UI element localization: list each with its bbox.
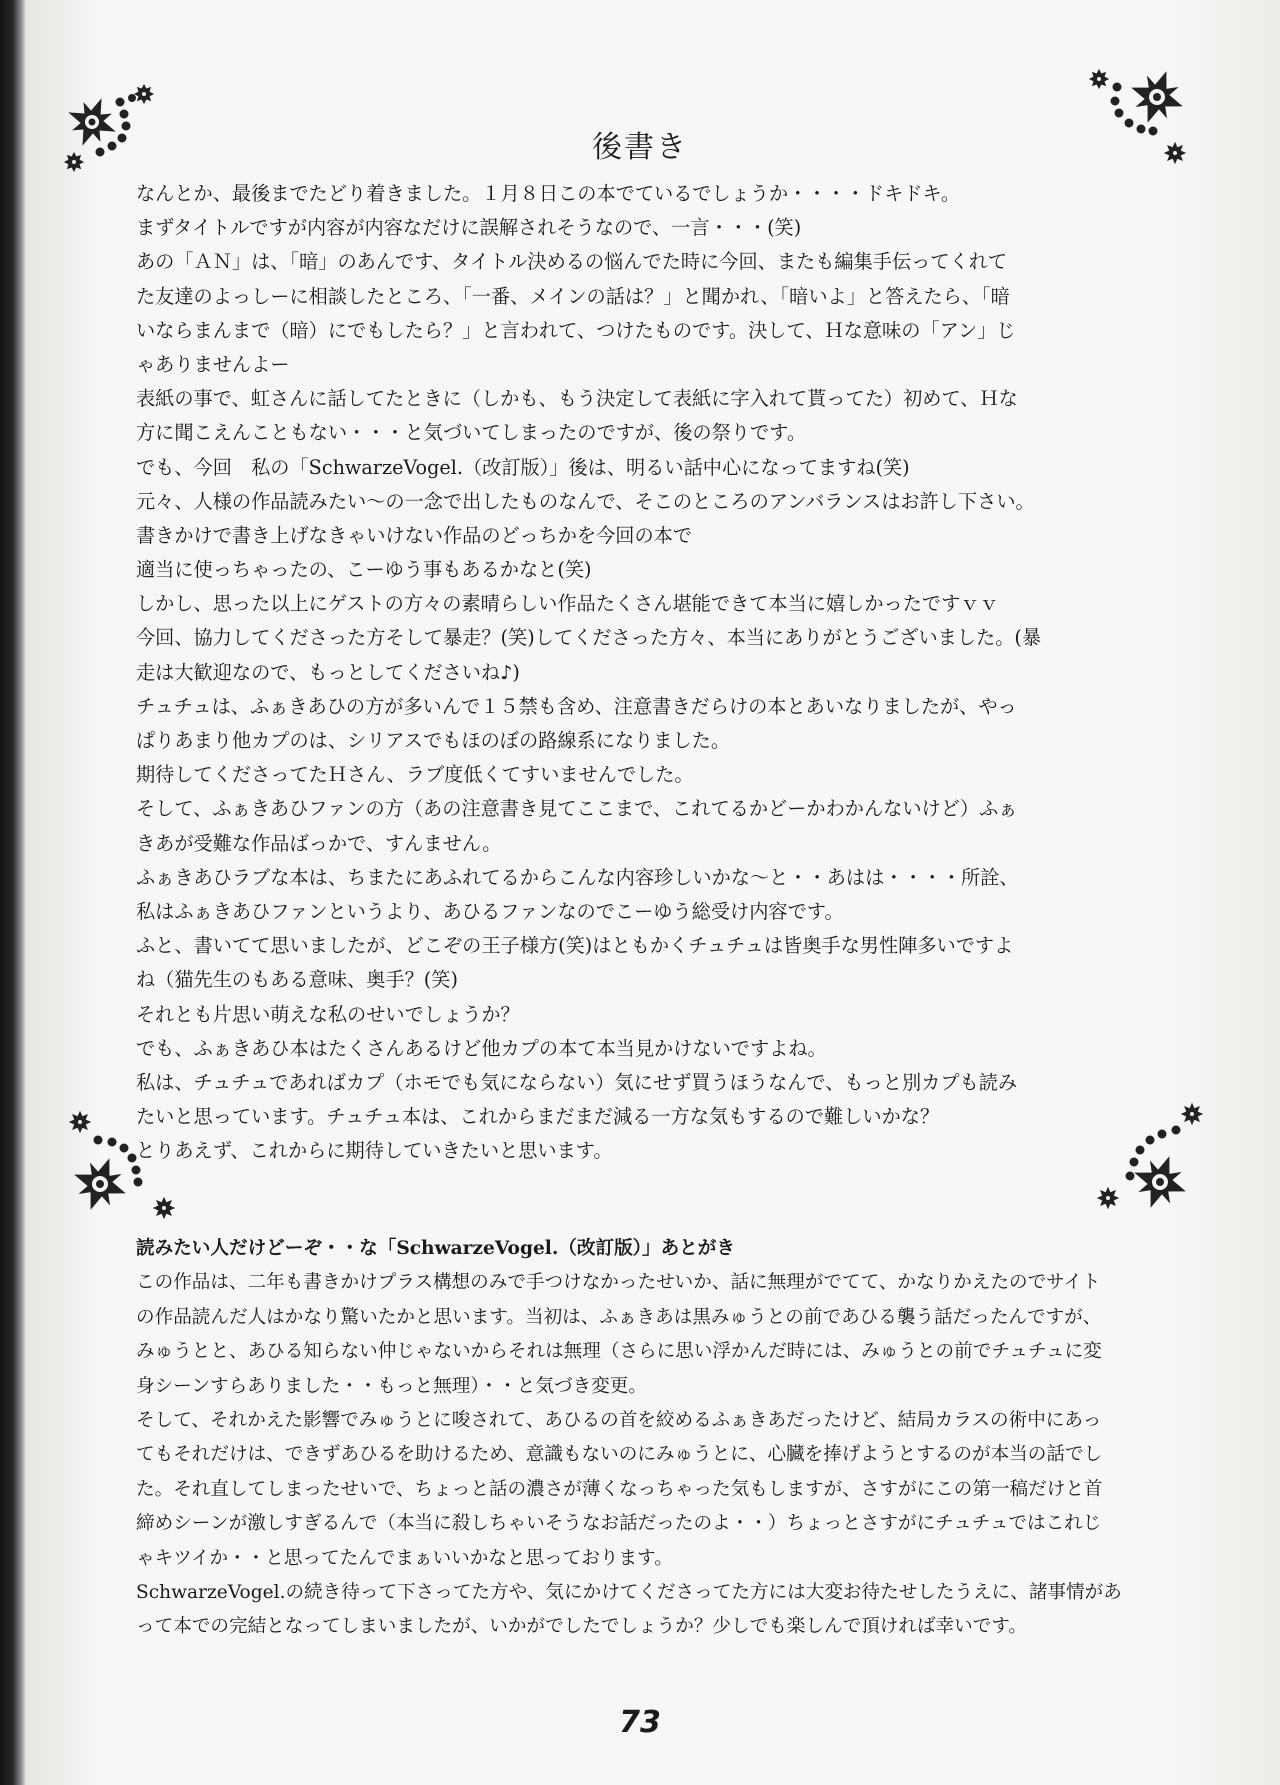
text-line: チュチュは、ふぁきあひの方が多いんで１５禁も含め、注意書きだらけの本とあいなりましたが、やっ — [136, 694, 1017, 718]
section-heading: 読みたい人だけどーぞ・・な「SchwarzeVogel.（改訂版）」あとがき — [136, 1238, 735, 1259]
text-line: 締めシーンが激しすぎるんで（本当に殺しちゃいそうなお話だったのよ・・）ちょっとさすがにチュチュではこれじ — [136, 1513, 1102, 1535]
text-line: 書きかけで書き上げなきゃいけない作品のどっちかを今回の本で — [136, 523, 693, 547]
afterword-schwarzevogel-text — [136, 1232, 1176, 1645]
text-line: ふぁきあひラブな本は、ちまたにあふれてるからこんな内容珍しいかな～と・・あはは・・・・所詮、 — [136, 865, 1019, 889]
text-line: 身シーンすらありました・・もっと無理）・・と気づき変更。 — [136, 1375, 647, 1397]
text-line: あの「ＡＮ」は、「暗」のあんです、タイトル決めるの悩んでた時に今回、またも編集手伝ってくれて — [136, 250, 1008, 274]
text-line: ね（猫先生のもある意味、奥手？(笑) — [136, 968, 458, 992]
text-line: なんとか、最後までたどり着きました。１月８日この本でているでしょうか・・・・ドキドキ。 — [136, 182, 961, 205]
text-line: ぱりあまり他カプのは、シリアスでもほのぼの路線系になりました。 — [136, 729, 731, 752]
text-line: そして、ふぁきあひファンの方（あの注意書き見てここまで、これてるかどーかわかんないけど）ふぁ — [136, 797, 1018, 821]
binding-gutter — [0, 0, 26, 1785]
text-line: てもそれだけは、できずあひるを助けるため、意識もないのにみゅうとに、心臓を捧げようとするのが本当の話でし — [136, 1444, 1103, 1466]
text-line: 表紙の事で、虹さんに話してたときに（しかも、もう決定して表紙に字入れて貰ってた）初めて、Ｈな — [136, 387, 1018, 411]
page-number: 73 — [619, 1705, 661, 1740]
text-line: この作品は、二年も書きかけプラス構想のみで手つけなかったせいか、話に無理がでてて、かなりかえたのでサイト — [136, 1272, 1101, 1294]
text-line: いならまんまで（暗）にでもしたら？」と言われて、つけたものです。決して、Ｈな意味の「アン」じ — [136, 318, 1016, 342]
text-line: って本での完結となってしまいましたが、いかがでしたでしょうか？少しでも楽しんで頂ければ幸いです。 — [136, 1616, 1028, 1638]
text-line: まずタイトルですが内容が内容なだけに誤解されそうなので、一言・・・(笑) — [136, 216, 802, 240]
text-line: みゅうとと、あひる知らない仲じゃないからそれは無理（さらに思い浮かんだ時には、みゅうとの前でチュチュに変 — [136, 1341, 1102, 1363]
text-line: とりあえず、これからに期待していきたいと思います。 — [136, 1139, 613, 1163]
page-title: 後書き — [592, 130, 688, 165]
text-line: 期待してくださってたＨさん、ラブ度低くてすいませんでした。 — [136, 763, 694, 787]
text-line: ふと、書いてて思いましたが、どこぞの王子様方(笑)はともかくチュチュは皆奥手な男性陣多いですよ — [136, 934, 1014, 958]
afterword-main-text — [136, 177, 1176, 1168]
text-line: ゃありませんよー — [136, 352, 290, 376]
text-line: た。それ直してしまったせいで、ちょっと話の濃さが薄くなっちゃった気もしますが、さすがにこの第一稿だけと首 — [136, 1478, 1103, 1500]
text-line: それとも片思い萌えな私のせいでしょうか？ — [136, 1002, 520, 1026]
text-line: 走は大歓迎なので、もっとしてくださいね♪) — [136, 660, 520, 684]
text-line: ゃキツイか・・と思ってたんでまぁいいかなと思っております。 — [136, 1547, 673, 1569]
text-line: 元々、人様の作品読みたい～の一念で出したものなんで、そこのところのアンバランスはお許し下さい。 — [136, 489, 1035, 513]
text-line: 今回、協力してくださった方そして暴走？(笑)してくださった方々、本当にありがとうございました。(暴 — [136, 626, 1042, 650]
text-line: しかし、思った以上にゲストの方々の素晴らしい作品たくさん堪能できて本当に嬉しかったですｖｖ — [136, 592, 999, 616]
text-line: 方に聞こえんこともない・・・と気づいてしまったのですが、後の祭りです。 — [136, 421, 807, 445]
text-line: でも、ふぁきあひ本はたくさんあるけど他カプの本て本当見かけないですよね。 — [136, 1036, 827, 1060]
text-line: 私は、チュチュであればカプ（ホモでも気にならない）気にせず買うほうなんで、もっと別カプも読み — [136, 1070, 1018, 1094]
text-line: SchwarzeVogel.の続き待って下さってた方や、気にかけてくださってた方には大変お待たせしたうえに、諸事情があ — [136, 1581, 1122, 1603]
text-line: た友達のよっしーに相談したところ、「一番、メインの話は？」と聞かれ、「暗いよ」と答えたら、「暗 — [136, 284, 1010, 308]
text-line: でも、今回 私の「SchwarzeVogel.（改訂版）」後は、明るい話中心になってますね(笑) — [136, 455, 910, 479]
text-line: そして、それかえた影響でみゅうとに唆されて、あひるの首を絞めるふぁきあだったけど、結局カラスの術中にあっ — [136, 1409, 1102, 1431]
text-line: の作品読んだ人はかなり驚いたかと思います。当初は、ふぁきあは黒みゅうとの前であひる襲う話だったんですが、 — [136, 1306, 1102, 1328]
text-line: 適当に使っちゃったの、こーゆう事もあるかなと(笑) — [136, 558, 592, 582]
text-line: 私はふぁきあひファンというより、あひるファンなのでこーゆう総受け内容です。 — [136, 899, 844, 923]
text-line: きあが受難な作品ばっかで、すんません。 — [136, 831, 502, 855]
text-line: たいと思っています。チュチュ本は、これからまだまだ減る一方な気もするので難しいかな？ — [136, 1105, 940, 1129]
